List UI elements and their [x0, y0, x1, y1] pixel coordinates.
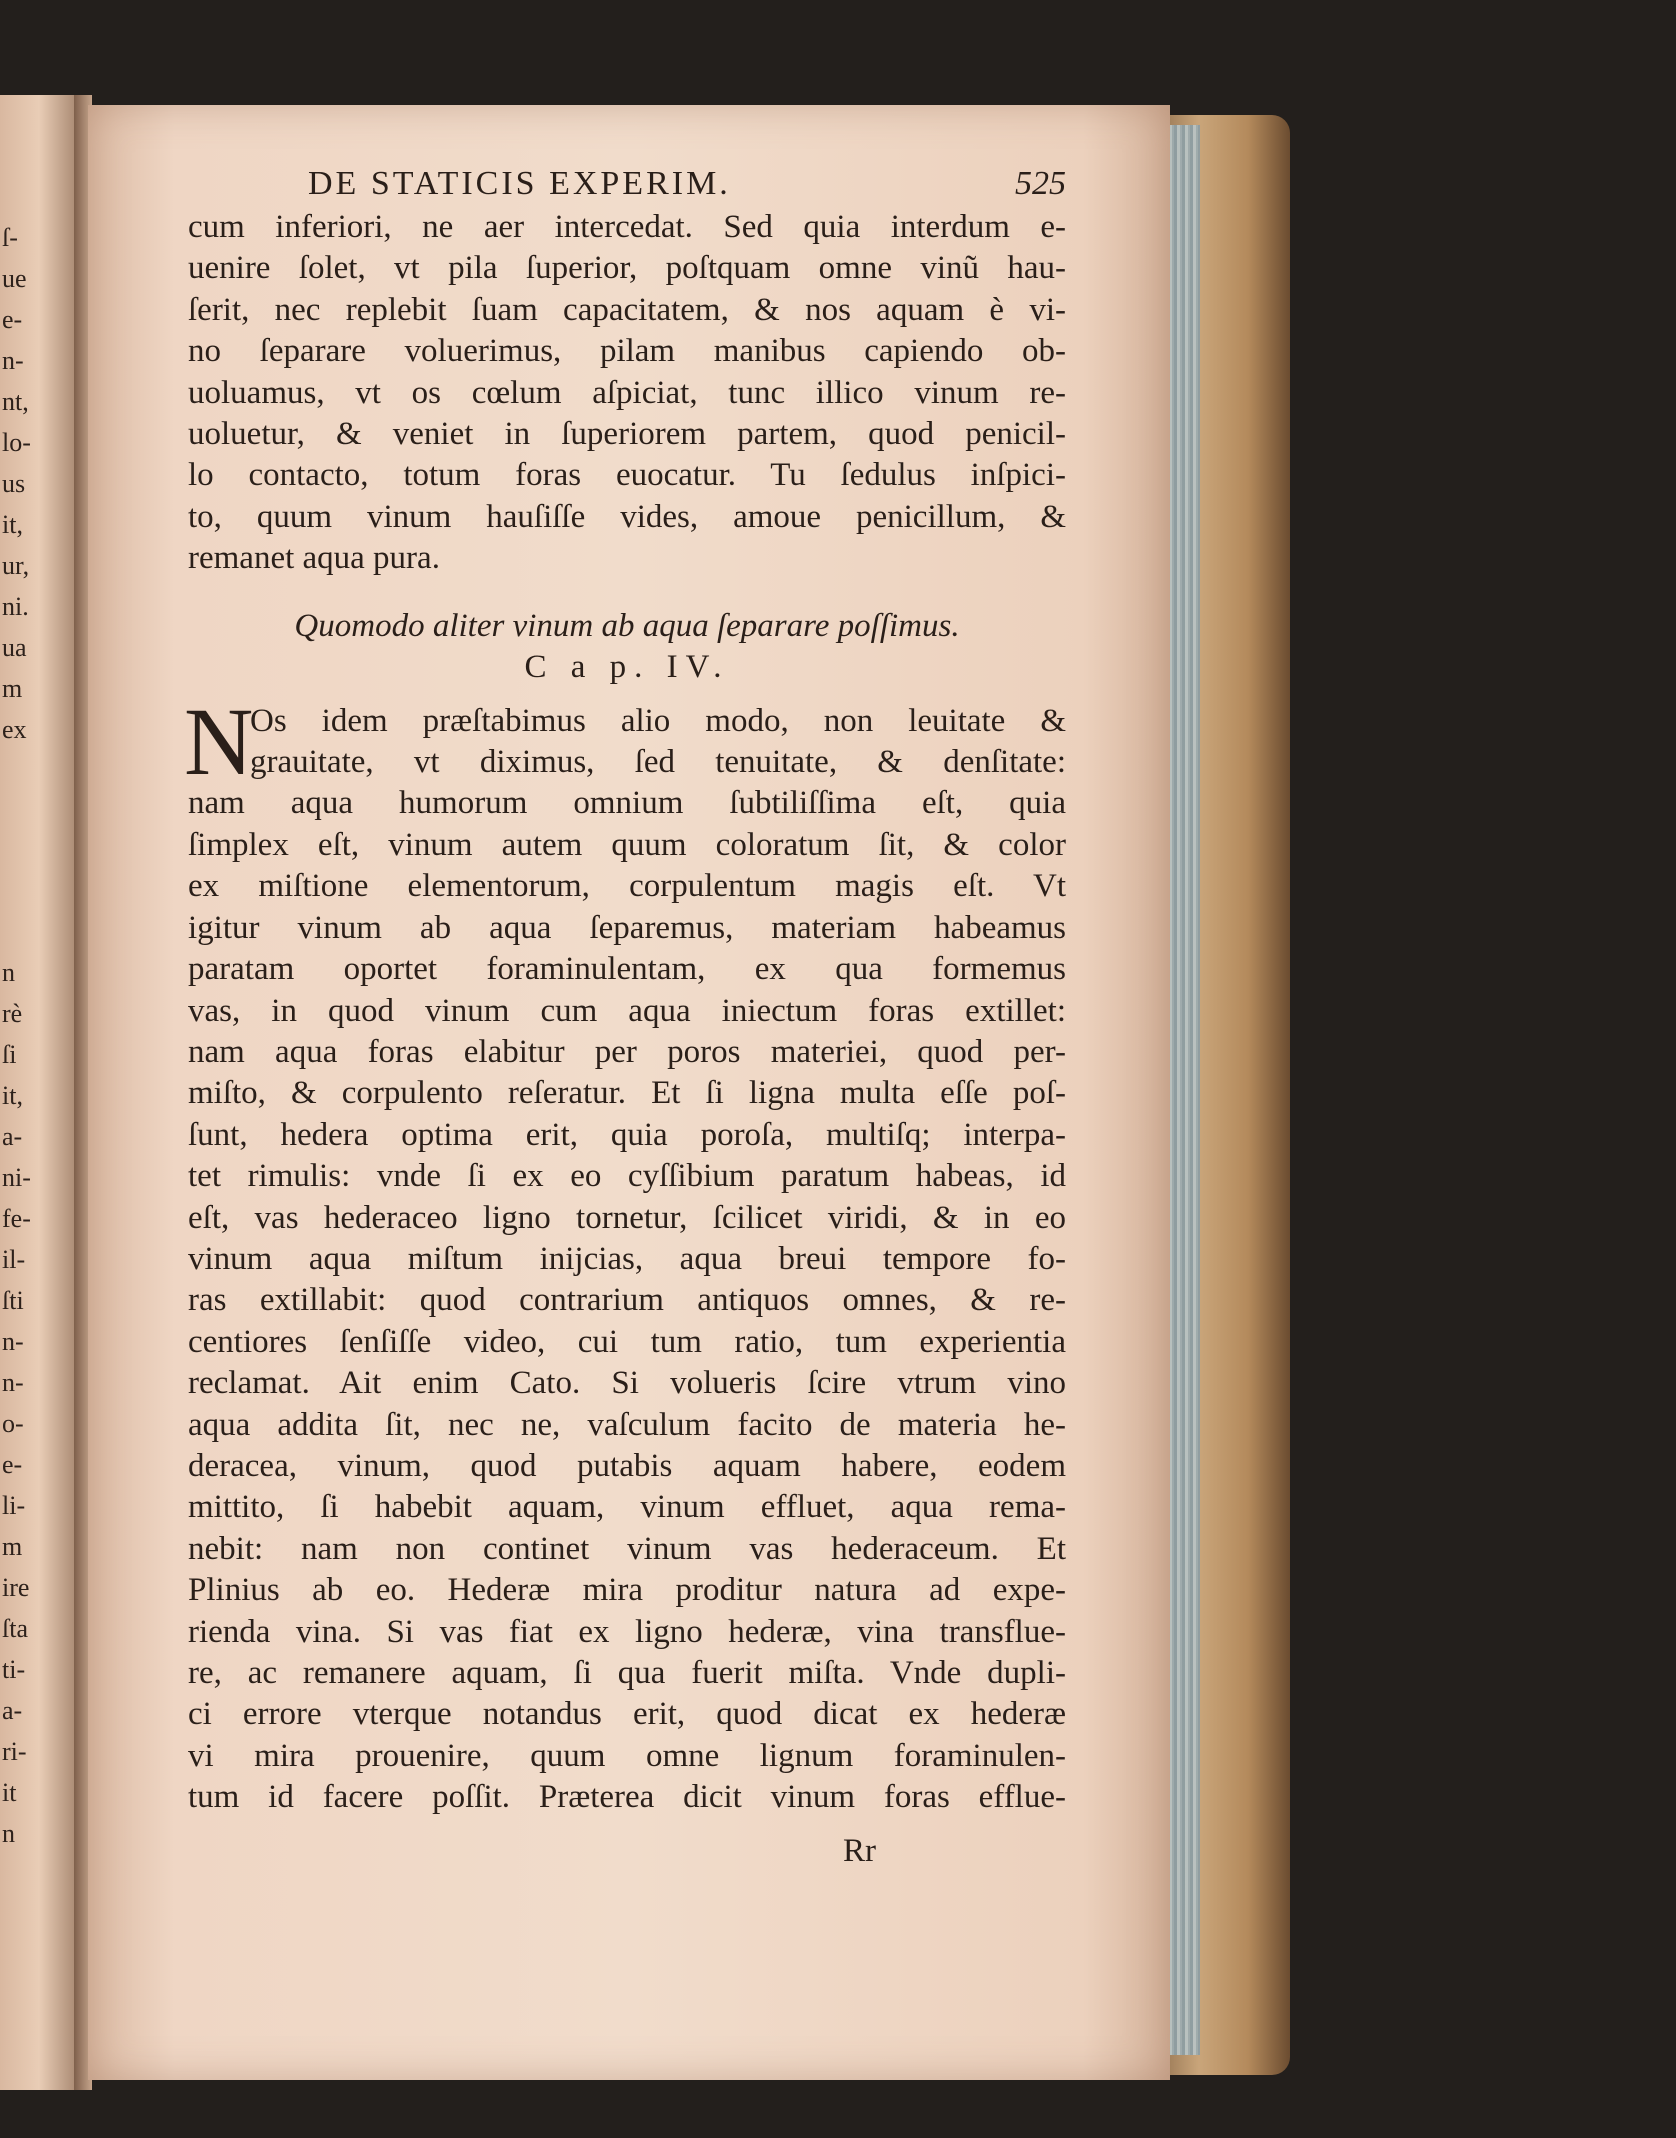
text-line: nebit: nam non continet vinum vas hederaceum. Et — [188, 1530, 1066, 1567]
text-line: vi mira prouenire, quum omne lignum foraminulen- — [188, 1737, 1066, 1774]
left-page-fragment: ur, — [2, 551, 30, 580]
left-page-fragment: e- — [2, 1450, 23, 1479]
text-line: nam aqua foras elabitur per poros materiei, quod per- — [188, 1033, 1066, 1070]
text-line: vinum aqua miſtum inijcias, aqua breui tempore fo- — [188, 1240, 1066, 1277]
text-line: eſt, vas hederaceo ligno tornetur, ſcilicet viridi, & in eo — [188, 1199, 1066, 1236]
chapter-title: Quomodo aliter vinum ab aqua ſeparare poſſimus. — [294, 607, 960, 644]
left-page-fragment: rè — [2, 999, 23, 1028]
text-line: ſunt, hedera optima erit, quia poroſa, multiſq; interpa- — [188, 1116, 1066, 1153]
text-line: no ſeparare voluerimus, pilam manibus capiendo ob- — [188, 333, 1066, 370]
text-line: ſerit, nec replebit ſuam capacitatem, & nos aquam è vi- — [188, 291, 1066, 328]
left-page-fragment: ue — [2, 264, 27, 293]
left-page-fragment: lo- — [2, 428, 31, 457]
text-line: uoluetur, & veniet in ſuperiorem partem, quod penicil- — [188, 416, 1066, 453]
left-page-fragment: ex — [2, 715, 27, 744]
left-page-fragment: o- — [2, 1409, 24, 1438]
text-line: mittito, ſi habebit aquam, vinum effluet, aqua rema- — [188, 1489, 1066, 1526]
left-page-fragment: ſti — [2, 1286, 24, 1315]
book — [0, 95, 1290, 2100]
paragraph-1 — [188, 207, 1066, 580]
text-line: to, quum vinum hauſiſſe vides, amoue penicillum, & — [188, 498, 1066, 535]
left-page-fragment: fe- — [2, 1204, 31, 1233]
left-page-fragment: n- — [2, 346, 24, 375]
running-header — [308, 165, 1066, 203]
text-line: vas, in quod vinum cum aqua iniectum foras extillet: — [188, 992, 1066, 1029]
text-line: miſto, & corpulento reſeratur. Et ſi ligna multa eſſe poſ- — [188, 1075, 1066, 1112]
left-page-fragment: m — [2, 674, 23, 703]
left-page-fragment: e- — [2, 305, 23, 334]
left-page-fragment: us — [2, 469, 26, 498]
text-line: lo contacto, totum foras euocatur. Tu ſedulus inſpici- — [188, 457, 1066, 494]
text-line: paratam oportet foraminulentam, ex qua formemus — [188, 951, 1066, 988]
text-line: ras extillabit: quod contrarium antiquos omnes, & re- — [188, 1282, 1066, 1319]
chapter-number: C a p. IV. — [524, 648, 730, 685]
left-page-fragment: il- — [2, 1245, 26, 1274]
left-page-fragment: ti- — [2, 1655, 26, 1684]
text-line: grauitate, vt diximus, ſed tenuitate, & denſitate: — [250, 744, 1066, 781]
text-line: ci errore vterque notandus erit, quod dicat ex hederæ — [188, 1696, 1066, 1733]
left-page-fragment: ire — [2, 1573, 30, 1602]
text-line: reclamat. Ait enim Cato. Si volueris ſcire vtrum vino — [188, 1365, 1066, 1402]
text-line: uenire ſolet, vt pila ſuperior, poſtquam omne vinũ hau- — [188, 250, 1066, 287]
paragraph-2 — [184, 687, 1066, 1819]
text-line: re, ac remanere aquam, ſi qua fuerit miſta. Vnde dupli- — [188, 1655, 1066, 1691]
right-page — [88, 105, 1170, 2080]
left-page-fragment: ſ- — [2, 223, 18, 252]
left-page-fragment: it, — [2, 1081, 23, 1110]
left-page-fragment: ri- — [2, 1737, 27, 1766]
text-line: cum inferiori, ne aer intercedat. Sed quia interdum e- — [188, 209, 1066, 245]
text-line: Plinius ab eo. Hederæ mira proditur natura ad expe- — [188, 1572, 1066, 1609]
text-line: Os idem præſtabimus alio modo, non leuitate & — [250, 702, 1066, 739]
left-page-fragment: li- — [2, 1491, 26, 1520]
left-page-fragment: nt, — [2, 387, 29, 416]
text-line: rienda vina. Si vas fiat ex ligno hederæ, vina transflue- — [188, 1613, 1066, 1650]
left-page-fragment: n- — [2, 1327, 24, 1356]
left-page-fragment: ni. — [2, 592, 29, 621]
text-line: aqua addita ſit, nec ne, vaſculum facito de materia he- — [188, 1406, 1066, 1443]
text-line: remanet aqua pura. — [188, 540, 440, 577]
left-page-fragment: n — [2, 1819, 15, 1848]
text-line: uoluamus, vt os cœlum aſpiciat, tunc illico vinum re- — [188, 374, 1066, 411]
page-number: 525 — [1015, 165, 1066, 202]
left-page — [0, 95, 78, 2090]
signature-mark: Rr — [843, 1832, 876, 1869]
text-line: centiores ſenſiſſe video, cui tum ratio, tum experientia — [188, 1323, 1066, 1360]
left-page-fragment: a- — [2, 1122, 23, 1151]
left-page-fragment: it — [2, 1778, 17, 1807]
left-page-fragment: ſi — [2, 1040, 17, 1069]
page-text — [184, 165, 1066, 1871]
text-line: tet rimulis: vnde ſi ex eo cyſſibium paratum habeas, id — [188, 1158, 1066, 1195]
left-page-fragment: ſta — [2, 1614, 28, 1643]
left-page-fragment: ni- — [2, 1163, 31, 1192]
left-page-fragment: it, — [2, 510, 23, 539]
running-title: DE STATICIS EXPERIM. — [308, 165, 731, 202]
text-line: tum id facere poſſit. Præterea dicit vinum foras efflue- — [188, 1779, 1066, 1816]
text-line: deracea, vinum, quod putabis aquam habere, eodem — [188, 1447, 1066, 1484]
text-line: igitur vinum ab aqua ſeparemus, materiam habeamus — [188, 909, 1066, 946]
left-page-fragment: ua — [2, 633, 27, 662]
text-line: ex miſtione elementorum, corpulentum magis eſt. Vt — [188, 868, 1066, 905]
left-page-fragment: a- — [2, 1696, 23, 1725]
text-line: nam aqua humorum omnium ſubtiliſſima eſt, quia — [188, 785, 1066, 822]
text-line: ſimplex eſt, vinum autem quum coloratum ſit, & color — [188, 826, 1066, 863]
drop-cap: N — [184, 687, 254, 795]
left-page-fragment: n- — [2, 1368, 24, 1397]
left-page-fragment: n — [2, 958, 15, 987]
left-page-fragment: m — [2, 1532, 23, 1561]
